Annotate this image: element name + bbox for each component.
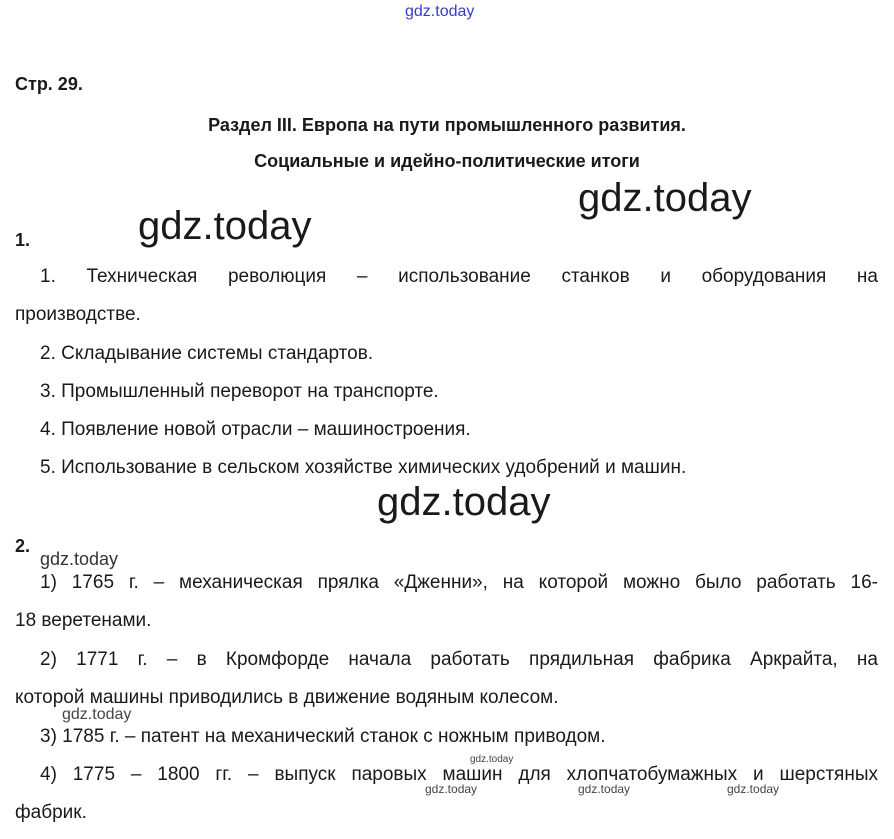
watermark-text: gdz.today xyxy=(62,706,132,723)
answer-line: 4) 1775 – 1800 гг. – выпуск паровых машин для хлопчатобумажных и шерстяных xyxy=(40,764,878,785)
watermark-text: gdz.today xyxy=(727,782,780,796)
answer-line: 3. Промышленный переворот на транспорте. xyxy=(40,381,439,402)
watermark-text: gdz.today xyxy=(40,549,119,569)
watermark-text: gdz.today xyxy=(578,176,752,220)
page-number: Стр. 29. xyxy=(15,74,83,94)
watermark-text: gdz.today xyxy=(578,782,631,796)
answer-line: 2) 1771 г. – в Кромфорде начала работать прядильная фабрика Аркрайта, на xyxy=(40,649,878,670)
watermark-text: gdz.today xyxy=(405,3,475,20)
watermark-text: gdz.today xyxy=(425,782,478,796)
watermark-text: gdz.today xyxy=(138,204,312,248)
question-number: 1. xyxy=(15,230,31,250)
answer-line: 1. Техническая революция – использование станков и оборудования на xyxy=(40,266,878,287)
answer-line: производстве. xyxy=(15,304,141,325)
section-subtitle: Социальные и идейно-политические итоги xyxy=(254,151,640,171)
watermark-text: gdz.today xyxy=(377,480,551,524)
answer-line: которой машины приводились в движение водяным колесом. xyxy=(15,687,559,708)
answer-line: 2. Складывание системы стандартов. xyxy=(40,343,374,364)
watermark-text: gdz.today xyxy=(470,754,514,765)
answer-line: 18 веретенами. xyxy=(15,610,152,631)
question-number: 2. xyxy=(15,536,31,556)
answer-line: фабрик. xyxy=(15,802,87,823)
answer-line: 5. Использование в сельском хозяйстве химических удобрений и машин. xyxy=(40,457,687,478)
answer-line: 1) 1765 г. – механическая прялка «Дженни», на которой можно было работать 16- xyxy=(40,572,878,593)
section-title: Раздел III. Европа на пути промышленного развития. xyxy=(208,115,686,135)
answer-line: 3) 1785 г. – патент на механический станок с ножным приводом. xyxy=(40,726,606,747)
answer-line: 4. Появление новой отрасли – машиностроения. xyxy=(40,419,471,440)
